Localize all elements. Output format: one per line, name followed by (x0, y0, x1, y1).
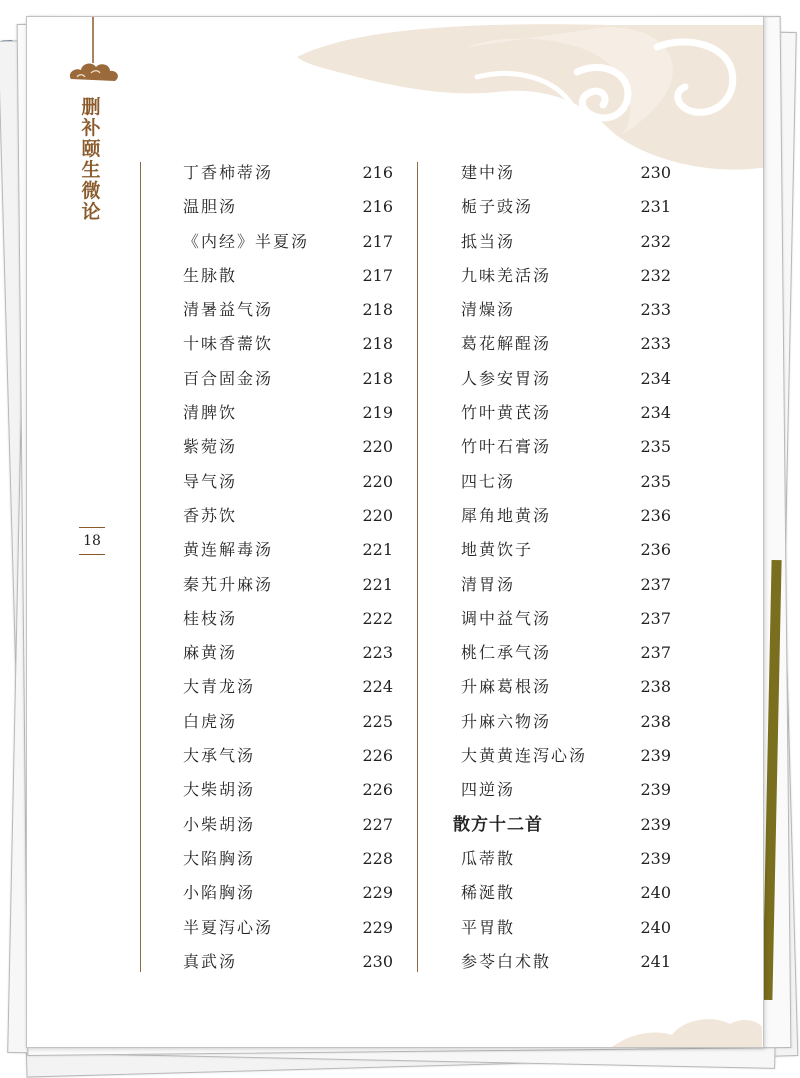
toc-entry-page: 217 (362, 265, 393, 285)
toc-entry (461, 535, 671, 569)
toc-column-left (183, 158, 393, 981)
toc-entry (183, 535, 393, 569)
toc-entry-name: 建中汤 (461, 163, 516, 182)
toc-entry-page: 225 (362, 711, 393, 731)
toc-entry-name: 十味香薷饮 (183, 334, 274, 354)
toc-entry-page: 230 (362, 951, 393, 971)
toc-entry (183, 570, 393, 604)
toc-entry-name: 导气汤 (183, 471, 238, 491)
toc-entry (183, 638, 393, 672)
toc-entry-name: 参苓白术散 (461, 951, 552, 971)
toc-entry-name: 稀涎散 (461, 883, 516, 903)
toc-entry-name: 散方十二首 (453, 814, 543, 835)
toc-entry-page: 227 (362, 814, 393, 834)
toc-entry (183, 467, 393, 501)
toc-entry-page: 229 (362, 917, 393, 937)
decorative-footer-cloud (612, 1002, 762, 1047)
toc-entry (183, 364, 393, 398)
toc-entry (183, 432, 393, 466)
toc-entry (183, 775, 393, 809)
toc-entry-page: 241 (640, 951, 671, 971)
toc-entry-page: 222 (362, 608, 393, 628)
toc-entry-name: 葛花解酲汤 (461, 334, 552, 354)
toc-entry (183, 672, 393, 706)
toc-entry (183, 501, 393, 535)
toc-entry (461, 261, 671, 295)
toc-entry-name: 升麻六物汤 (461, 711, 552, 731)
toc-entry (183, 810, 393, 844)
toc-entry (461, 364, 671, 398)
toc-entry (183, 398, 393, 432)
toc-entry-name: 大柴胡汤 (183, 780, 256, 800)
book-page (26, 16, 764, 1048)
toc-entry-page: 235 (640, 437, 671, 457)
toc-entry-name: 四逆汤 (461, 780, 516, 800)
toc-entry-name: 九味羌活汤 (461, 265, 552, 285)
toc-entry-page: 239 (640, 746, 671, 766)
toc-entry (461, 329, 671, 363)
toc-entry-name: 大承气汤 (183, 746, 256, 766)
book-title: 删补颐生微论 (81, 96, 101, 223)
toc-entry-page: 226 (362, 746, 393, 766)
toc-entry (183, 947, 393, 981)
toc-entry-name: 麻黄汤 (183, 643, 238, 663)
toc-entry-name: 人参安胃汤 (461, 368, 552, 388)
toc-entry-page: 229 (362, 883, 393, 903)
toc-entry-page: 237 (640, 574, 671, 594)
toc-entry-page: 218 (362, 300, 393, 320)
toc-entry-page: 217 (362, 231, 393, 251)
toc-entry (461, 707, 671, 741)
toc-entry-page: 238 (640, 677, 671, 697)
toc-entry-name: 丁香柿蒂汤 (183, 163, 274, 182)
toc-entry-name: 秦艽升麻汤 (183, 574, 274, 594)
toc-entry-page: 237 (640, 608, 671, 628)
column-rule-right (417, 162, 418, 972)
toc-entry (183, 878, 393, 912)
toc-entry-page: 232 (640, 231, 671, 251)
toc-entry-name: 瓜蒂散 (461, 848, 516, 868)
toc-entry (461, 432, 671, 466)
toc-entry-page: 224 (362, 677, 393, 697)
toc-entry-name: 《内经》半夏汤 (183, 231, 310, 251)
toc-entry-page: 238 (640, 711, 671, 731)
toc-entry (461, 295, 671, 329)
column-rule-left (140, 162, 141, 972)
toc-entry (461, 604, 671, 638)
toc-entry-name: 抵当汤 (461, 231, 516, 251)
toc-entry-page: 240 (640, 917, 671, 937)
toc-entry-page: 236 (640, 540, 671, 560)
toc-entry-name: 地黄饮子 (461, 540, 534, 560)
toc-entry-page: 231 (640, 197, 671, 217)
toc-entry-page: 234 (640, 403, 671, 423)
toc-entry (183, 844, 393, 878)
cloud-ornament-icon (65, 17, 121, 89)
toc-entry-page: 223 (362, 643, 393, 663)
toc-entry-name: 桂枝汤 (183, 608, 238, 628)
toc-entry-name: 小陷胸汤 (183, 883, 256, 903)
toc-entry-page: 220 (362, 505, 393, 525)
toc-entry (461, 158, 671, 192)
toc-entry-page: 232 (640, 265, 671, 285)
toc-entry-name: 竹叶石膏汤 (461, 437, 552, 457)
toc-entry (461, 398, 671, 432)
toc-entry-page: 219 (362, 403, 393, 423)
toc-entry (461, 192, 671, 226)
toc-entry-name: 百合固金汤 (183, 368, 274, 388)
toc-entry-name: 大青龙汤 (183, 677, 256, 697)
toc-entry-page: 216 (362, 163, 393, 182)
toc-section-heading (453, 810, 671, 844)
toc-entry-name: 半夏泻心汤 (183, 917, 274, 937)
toc-entry-name: 升麻葛根汤 (461, 677, 552, 697)
toc-entry-page: 235 (640, 471, 671, 491)
toc-entry (461, 878, 671, 912)
toc-entry-page: 233 (640, 300, 671, 320)
toc-entry (461, 227, 671, 261)
toc-entry-name: 栀子豉汤 (461, 197, 534, 217)
toc-column-right (453, 158, 671, 981)
toc-entry (461, 844, 671, 878)
toc-entry (461, 947, 671, 981)
toc-entry (183, 295, 393, 329)
toc-entry-name: 犀角地黄汤 (461, 505, 552, 525)
toc-entry (461, 570, 671, 604)
toc-entry-name: 大陷胸汤 (183, 848, 256, 868)
toc-entry (183, 604, 393, 638)
toc-entry-name: 大黄黄连泻心汤 (461, 746, 588, 766)
toc-entry (183, 227, 393, 261)
toc-entry (461, 638, 671, 672)
toc-entry-page: 234 (640, 368, 671, 388)
toc-entry-page: 240 (640, 883, 671, 903)
toc-entry-page: 236 (640, 505, 671, 525)
toc-entry-page: 237 (640, 643, 671, 663)
toc-entry-name: 平胃散 (461, 917, 516, 937)
toc-entry-name: 温胆汤 (183, 197, 238, 217)
toc-entry (183, 261, 393, 295)
toc-entry-page: 216 (362, 197, 393, 217)
toc-entry-name: 生脉散 (183, 265, 238, 285)
toc-entry (461, 775, 671, 809)
toc-entry (183, 707, 393, 741)
toc-entry (461, 913, 671, 947)
toc-entry-page: 239 (640, 780, 671, 800)
toc-entry-name: 真武汤 (183, 951, 238, 971)
toc-entry (183, 192, 393, 226)
toc-entry-name: 清暑益气汤 (183, 300, 274, 320)
toc-entry (461, 741, 671, 775)
toc-entry (183, 329, 393, 363)
toc-entry-name: 清脾饮 (183, 403, 238, 423)
toc-entry-page: 228 (362, 848, 393, 868)
toc-entry-page: 221 (362, 540, 393, 560)
toc-entry-name: 清胃汤 (461, 574, 516, 594)
toc-entry-name: 四七汤 (461, 471, 516, 491)
toc-entry-page: 221 (362, 574, 393, 594)
toc-entry-name: 清燥汤 (461, 300, 516, 320)
toc-entry-page: 239 (640, 848, 671, 868)
toc-entry-name: 桃仁承气汤 (461, 643, 552, 663)
toc-entry-page: 230 (640, 163, 671, 182)
toc-entry-name: 小柴胡汤 (183, 814, 256, 834)
toc-entry (461, 672, 671, 706)
toc-entry-name: 竹叶黄芪汤 (461, 403, 552, 423)
toc-entry-name: 香苏饮 (183, 505, 238, 525)
toc-entry (183, 741, 393, 775)
toc-entry-name: 黄连解毒汤 (183, 540, 274, 560)
page-number: 18 (79, 527, 105, 555)
toc-entry-page: 220 (362, 437, 393, 457)
toc-entry (461, 501, 671, 535)
toc-entry-name: 调中益气汤 (461, 608, 552, 628)
toc-entry-page: 218 (362, 334, 393, 354)
toc-entry-name: 白虎汤 (183, 711, 238, 731)
toc-entry-name: 紫菀汤 (183, 437, 238, 457)
toc-entry (183, 158, 393, 192)
toc-entry-page: 239 (640, 814, 671, 834)
toc-entry (183, 913, 393, 947)
toc-entry-page: 233 (640, 334, 671, 354)
toc-entry-page: 226 (362, 780, 393, 800)
toc-entry-page: 220 (362, 471, 393, 491)
toc-entry-page: 218 (362, 368, 393, 388)
toc-entry (461, 467, 671, 501)
